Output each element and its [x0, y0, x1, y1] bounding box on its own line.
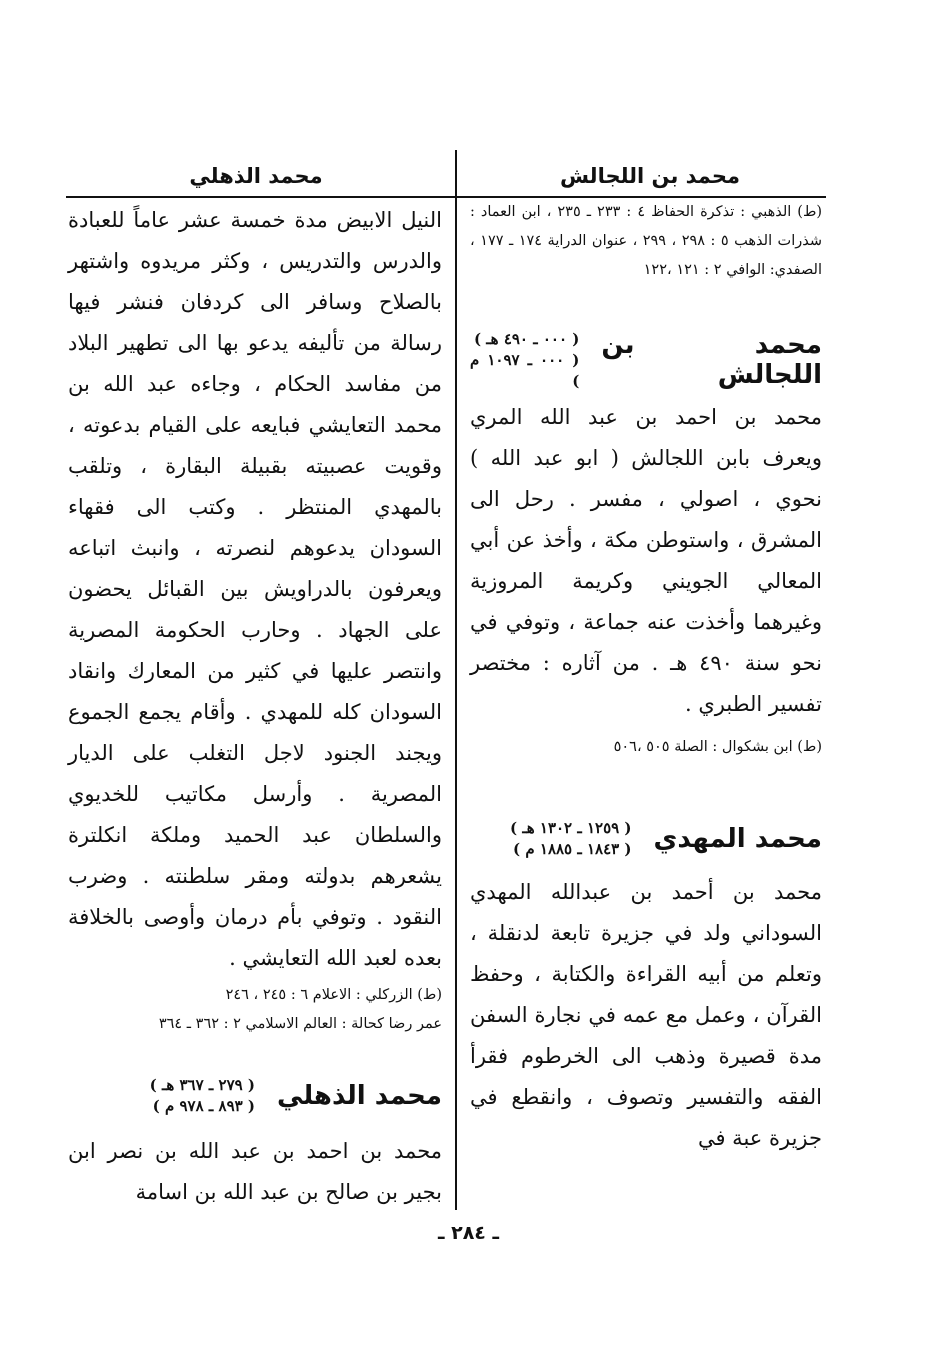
entry-dates [470, 329, 579, 392]
entry-text: محمد بن أحمد بن عبدالله المهدي السوداني ولد في جزيرة تابعة لدنقلة ، وتعلم من أبيه القراءة والكتابة ، وحفظ القرآن ، وعمل مع عمه في نجارة السفن مدة قصيرة وذهب الى الخرطوم فقرأ الفقه والتفسير وتصوف ، وانقطع في جزيرة عبة في [470, 880, 822, 1150]
right-column [470, 198, 822, 1159]
date-hijri: ( ٢٧٩ ـ ٣٦٧ هـ ) [149, 1076, 256, 1094]
entry-dates [510, 818, 632, 860]
page-number: ـ ٢٨٤ ـ [437, 1222, 499, 1244]
left-column [68, 200, 442, 1213]
entry-text: النيل الابيض مدة خمسة عشر عاماً للعبادة والدرس والتدريس ، وكثر مريدوه واشتهر بالصلاح وسافر الى كردفان فنشر فيها رسالة من تأليفه يدعو بها الى تطهير البلاد من مفاسد الحكام ، وجاءه عبد الله بن محمد التعايشي فبايعه على القيام بدعوته ، وقويت عصبيته بقبيلة البقارة ، وتلقب بالمهدي المنتظر . وكتب الى فقهاء السودان يدعوهم لنصرته ، وانبث اتباعه ويعرفون بالدراويش بين القبائل يحضون على الجهاد . وحارب الحكومة المصرية وانتصر عليها في كثير من المعارك وانقاد السودان كله للمهدي . وأقام يجمع الجموع ويجند الجنود لاجل التغلب على الديار المصرية . وأرسل مكاتيب للخديوي والسلطان عبد الحميد وملكة انكلترة يشعرهم بدولته ومقر سلطنته . وضرب النقود . وتوفي بأم درمان وأوصى بالخلافة بعده لعبد الله التعايشي . [68, 208, 442, 970]
column-divider [455, 150, 457, 1210]
reference-note: (ط) الزركلي : الاعلام ٦ : ٢٤٥ ، ٢٤٦ [225, 987, 442, 1003]
reference-note: عمر رضا كحالة : العالم الاسلامي ٢ : ٣٦٢ ـ ٣٦٤ [158, 1016, 442, 1032]
date-gregorian: ( ١٨٤٣ ـ ١٨٨٥ م ) [513, 840, 632, 858]
entry-dates [150, 1075, 255, 1117]
left-running-title: محمد الذهلي [189, 164, 323, 188]
reference-note: (ط) ابن بشكوال : الصلة ٥٠٥ ،٥٠٦ [613, 739, 822, 755]
date-hijri: ( ٠٠٠ ـ ٤٩٠ هـ ) [473, 329, 580, 348]
date-gregorian: ( ٠٠٠ ـ ١٠٩٧ م ) [470, 350, 580, 390]
entry-text: محمد بن احمد بن عبد الله المري ويعرف بابن اللجالش ( ابو عبد الله ) نحوي ، اصولي ، مفسر . رحل الى المشرق ، واستوطن مكة ، وأخذ عن أبي المعالي الجويني وكريمة المروزية وغيرهما وأخذت عنه جماعة ، وتوفي في نحو سنة ٤٩٠ هـ . من آثاره : مختصر تفسير الطبري . [470, 405, 822, 716]
reference-note: (ط) الذهبي : تذكرة الحفاظ ٤ : ٢٣٣ ـ ٢٣٥ ، ابن العماد : شذرات الذهب ٥ : ٢٩٨ ، ٢٩٩ ، عنوان الدراية ١٧٤ ـ ١٧٧ ، الصفدي: الوافي ٢ : ١٢١ ،١٢٢ [470, 204, 823, 278]
date-hijri: ( ١٢٥٩ ـ ١٣٠٢ هـ ) [510, 819, 632, 837]
entry-name: محمد الذهلي [277, 1081, 442, 1111]
entry-heading [470, 808, 822, 870]
entry-text: محمد بن احمد بن عبد الله بن نصر ابن بجير بن صالح بن عبد الله بن اسامة [68, 1139, 442, 1204]
entry-heading [68, 1065, 442, 1127]
right-running-title: محمد بن اللجالش [560, 164, 740, 188]
entry-heading [470, 329, 822, 391]
entry-name: محمد المهدي [653, 824, 822, 854]
entry-name: محمد بن اللجالش [601, 330, 822, 390]
date-gregorian: ( ٨٩٣ ـ ٩٧٨ م ) [152, 1097, 256, 1115]
